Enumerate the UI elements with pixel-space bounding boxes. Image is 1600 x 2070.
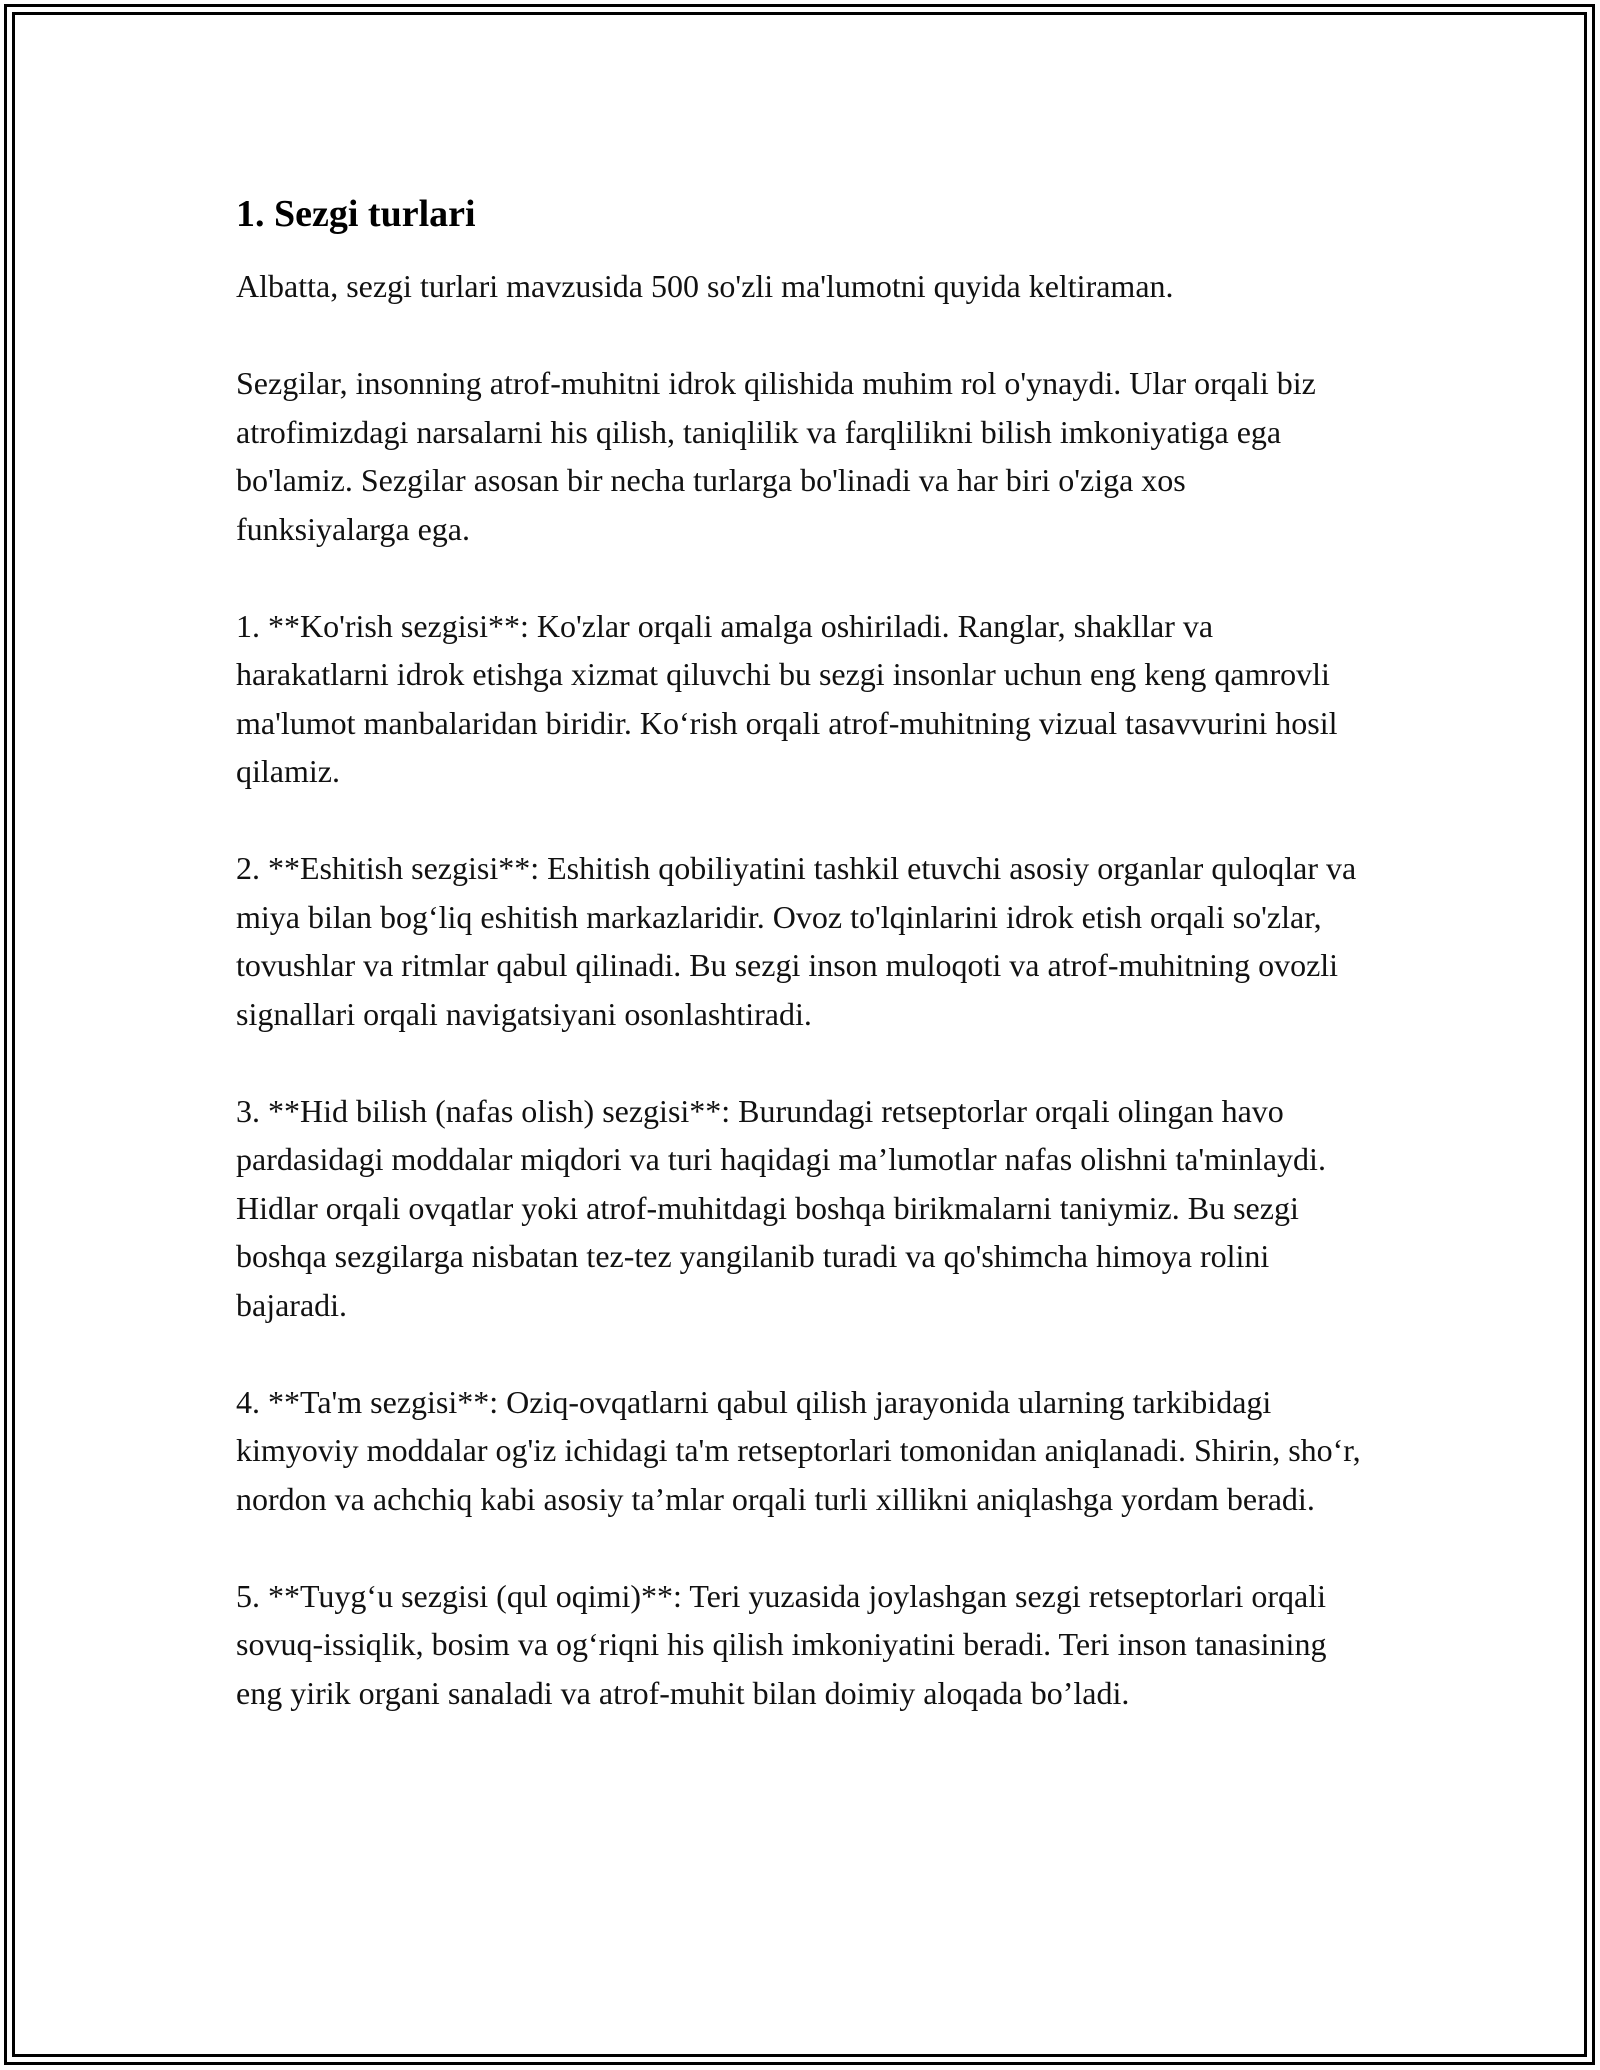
document-body (236, 182, 1366, 1766)
list-item-taste: 4. **Ta'm sezgisi**: Oziq-ovqatlarni qabul qilish jarayonida ularning tarkibidagi kimyoviy moddalar og'iz ichidagi ta'm retseptorlari tomonidan aniqlanadi. Shirin, sho‘r, nordon va achchiq kabi asosiy ta’mlar orqali turli xillikni aniqlashga yordam beradi. (236, 1383, 1361, 1517)
document-title: 1. Sezgi turlari (236, 193, 476, 235)
overview-paragraph: Sezgilar, insonning atrof-muhitni idrok qilishida muhim rol o'ynaydi. Ular orqali biz atrofimizdagi narsalarni his qilish, taniqlilik va farqlilikni bilish imkoniyatiga ega bo'lamiz. Sezgilar asosan bir necha turlarga bo'linadi va har biri o'ziga xos funksiyalarga ega. (236, 365, 1316, 547)
list-item-smell: 3. **Hid bilish (nafas olish) sezgisi**: Burundagi retseptorlar orqali olingan havo pardasidagi moddalar miqdori va turi haqidagi ma’lumotlar nafas olishni ta'minlaydi. Hidlar orqali ovqatlar yoki atrof-muhitdagi boshqa birikmalarni taniymiz. Bu sezgi boshqa sezgilarga nisbatan tez-tez yangilanib turadi va qo'shimcha himoya rolini bajaradi. (236, 1092, 1326, 1323)
list-item-touch: 5. **Tuyg‘u sezgisi (qul oqimi)**: Teri yuzasida joylashgan sezgi retseptorlari orqali sovuq-issiqlik, bosim va og‘riqni his qilish imkoniyatini beradi. Teri inson tanasining eng yirik organi sanaladi va atrof-muhit bilan doimiy aloqada bo’ladi. (236, 1577, 1327, 1711)
intro-paragraph: Albatta, sezgi turlari mavzusida 500 so'zli ma'lumotni quyida keltiraman. (236, 268, 1174, 304)
list-item-sight: 1. **Ko'rish sezgisi**: Ko'zlar orqali amalga oshiriladi. Ranglar, shakllar va harakatlarni idrok etishga xizmat qiluvchi bu sezgi insonlar uchun eng keng qamrovli ma'lumot manbalaridan biridir. Ko‘rish orqali atrof-muhitning vizual tasavvurini hosil qilamiz. (236, 607, 1338, 789)
list-item-hearing: 2. **Eshitish sezgisi**: Eshitish qobiliyatini tashkil etuvchi asosiy organlar quloqlar va miya bilan bog‘liq eshitish markazlaridir. Ovoz to'lqinlarini idrok etish orqali so'zlar, tovushlar va ritmlar qabul qilinadi. Bu sezgi inson muloqoti va atrof-muhitning ovozli signallari orqali navigatsiyani osonlashtiradi. (236, 850, 1357, 1032)
